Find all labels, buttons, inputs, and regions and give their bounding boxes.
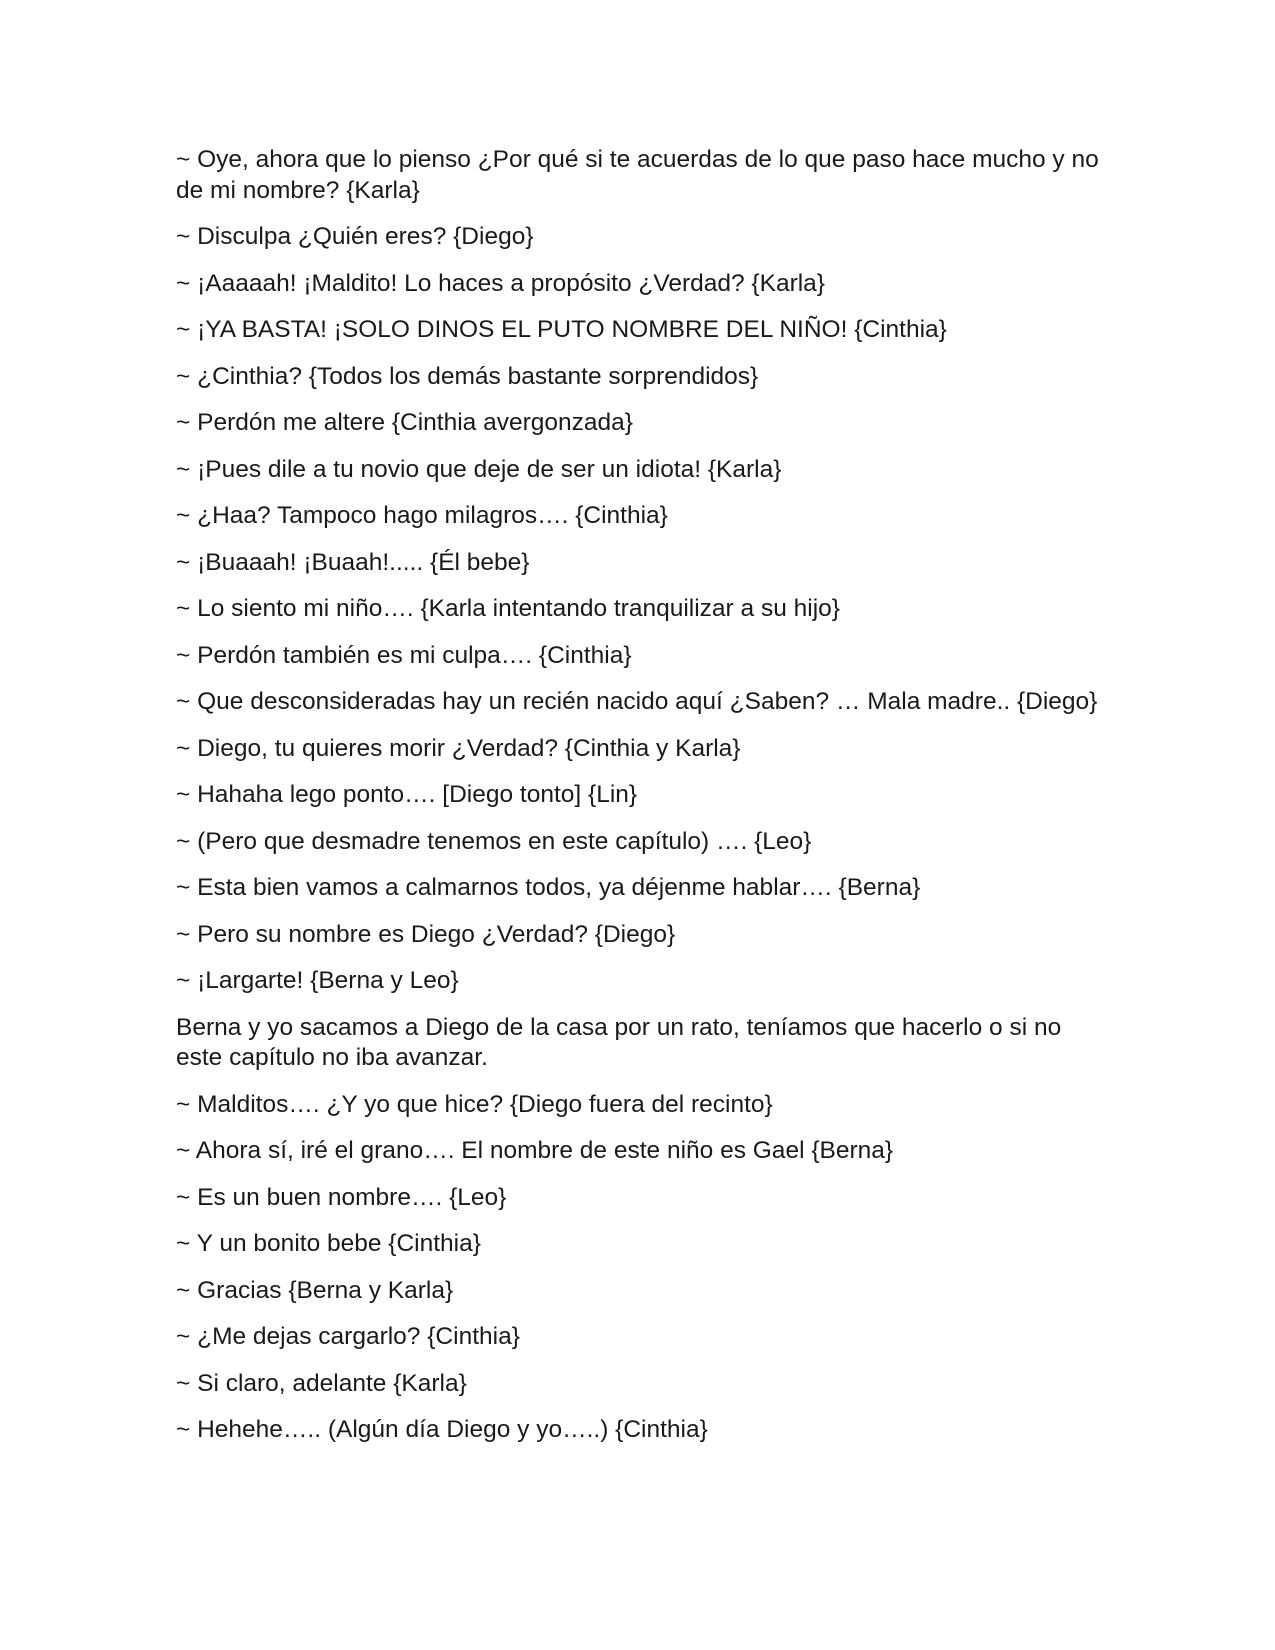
dialogue-line: ~ Hehehe….. (Algún día Diego y yo…..) {Cinthia} [176,1416,708,1443]
dialogue-line: ~ ¡Aaaaah! ¡Maldito! Lo haces a propósito ¿Verdad? {Karla} [176,269,825,297]
dialogue-line: ~ Y un bonito bebe {Cinthia} [176,1230,481,1257]
dialogue-line: ~ Si claro, adelante {Karla} [176,1369,467,1397]
dialogue-line: ~ ¡Pues dile a tu novio que deje de ser un idiota! {Karla} [176,455,782,483]
dialogue-line: ~ ¡Buaaah! ¡Buaah!..... {Él bebe} [176,548,530,576]
narration-paragraph: Berna y yo sacamos a Diego de la casa por un rato, teníamos que hacerlo o si no este capítulo no iba avanzar. [176,1013,1062,1071]
dialogue-line: ~ ¿Cinthia? {Todos los demás bastante sorprendidos} [176,362,759,390]
dialogue-line: ~ Gracias {Berna y Karla} [176,1276,454,1304]
dialogue-line: ~ Diego, tu quieres morir ¿Verdad? {Cinthia y Karla} [176,734,741,762]
dialogue-line: ~ (Pero que desmadre tenemos en este capítulo) …. {Leo} [176,827,812,855]
dialogue-line: ~ ¡YA BASTA! ¡SOLO DINOS EL PUTO NOMBRE DEL NIÑO! {Cinthia} [176,316,947,343]
dialogue-line: ~ Pero su nombre es Diego ¿Verdad? {Diego} [176,920,676,948]
dialogue-line: ~ Esta bien vamos a calmarnos todos, ya déjenme hablar…. {Berna} [176,874,921,901]
dialogue-line: ~ ¿Me dejas cargarlo? {Cinthia} [176,1323,520,1350]
dialogue-line: ~ Perdón también es mi culpa…. {Cinthia} [176,641,632,669]
dialogue-line: ~ ¡Largarte! {Berna y Leo} [176,967,459,994]
dialogue-line: ~ Lo siento mi niño…. {Karla intentando tranquilizar a su hijo} [176,595,840,622]
dialogue-line: ~ Que desconsideradas hay un recién nacido aquí ¿Saben? … Mala madre.. {Diego} [176,688,1098,715]
dialogue-line: ~ ¿Haa? Tampoco hago milagros…. {Cinthia} [176,502,668,529]
document-body [176,145,1101,1462]
dialogue-line: ~ Es un buen nombre…. {Leo} [176,1183,507,1211]
dialogue-line: ~ Disculpa ¿Quién eres? {Diego} [176,223,534,250]
dialogue-line: ~ Hahaha lego ponto…. [Diego tonto] {Lin} [176,781,638,808]
dialogue-line: ~ Malditos…. ¿Y yo que hice? {Diego fuera del recinto} [176,1090,773,1118]
dialogue-line: ~ Oye, ahora que lo pienso ¿Por qué si te acuerdas de lo que paso hace mucho y no de mi nombre? {Karla} [176,146,1099,204]
dialogue-line: ~ Ahora sí, iré el grano…. El nombre de este niño es Gael {Berna} [176,1137,894,1164]
dialogue-line: ~ Perdón me altere {Cinthia avergonzada} [176,409,633,436]
